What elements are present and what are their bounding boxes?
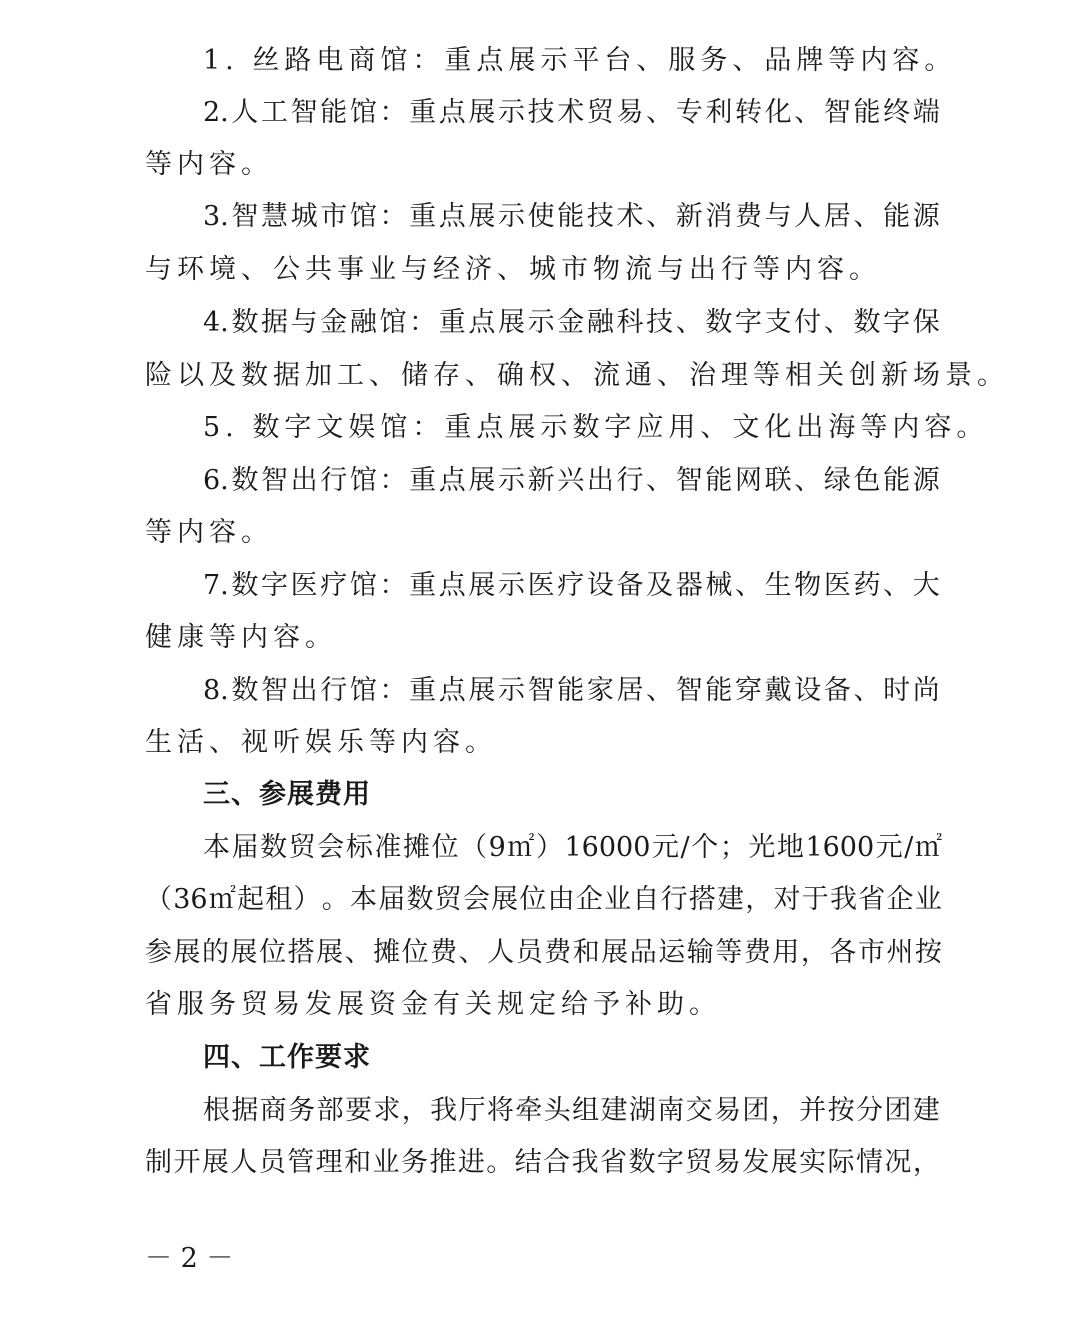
body-text-line: 8. 数 智 出 行 馆 ： 重 点 展 示 智 能 家 居 、 智 能 穿 戴 设 备 、 时 尚 [203, 675, 940, 706]
section-heading: 四、工作要求 [203, 1042, 371, 1073]
body-text-line: （ 36 ㎡ 起 租 ） 。 本 届 数 贸 会 展 位 由 企 业 自 行 搭 建 ， 对 于 我 省 企 业 [145, 884, 942, 915]
body-text-line: 省服务贸易发展资金有关规定给予补助。 [145, 989, 721, 1020]
body-text-line: 2. 人 工 智 能 馆 ： 重 点 展 示 技 术 贸 易 、 专 利 转 化 、 智 能 终 端 [203, 97, 940, 128]
body-text-line: 3. 智 慧 城 市 馆 ： 重 点 展 示 使 能 技 术 、 新 消 费 与 人 居 、 能 源 [203, 201, 940, 232]
body-text-line: 等内容。 [145, 517, 273, 548]
body-text-line: 参 展 的 展 位 搭 展 、 摊 位 费 、 人 员 费 和 展 品 运 输 等 费 用 ， 各 市 州 按 [145, 937, 942, 968]
body-text-line: 生活、视听娱乐等内容。 [145, 727, 497, 758]
body-text-line: 健康等内容。 [145, 622, 337, 653]
body-text-line: 7. 数 字 医 疗 馆 ： 重 点 展 示 医 疗 设 备 及 器 械 、 生 物 医 药 、 大 [203, 570, 940, 601]
body-text-line: 6. 数 智 出 行 馆 ： 重 点 展 示 新 兴 出 行 、 智 能 网 联 、 绿 色 能 源 [203, 465, 940, 496]
section-heading: 三、参展费用 [203, 779, 371, 810]
body-text-line: 本 届 数 贸 会 标 准 摊 位 （ 9 ㎡ ） 16000 元 / 个 ； 光 地 1600 元 / ㎡ [203, 832, 942, 863]
page-number: － 2 － [145, 1243, 234, 1274]
body-text-line: 险以及数据加工、储存、确权、流通、治理等相关创新场景。 [145, 360, 1009, 391]
body-text-line: 与环境、公共事业与经济、城市物流与出行等内容。 [145, 254, 881, 285]
body-text-line: 根 据 商 务 部 要 求 ， 我 厅 将 牵 头 组 建 湖 南 交 易 团 ， 并 按 分 团 建 [203, 1095, 940, 1126]
body-text-line: 4. 数 据 与 金 融 馆 ： 重 点 展 示 金 融 科 技 、 数 字 支 付 、 数 字 保 [203, 307, 940, 338]
body-text-line: 5. 数字文娱馆：重点展示数字应用、文化出海等内容。 [203, 412, 989, 443]
body-text-line: 等内容。 [145, 149, 273, 180]
body-text-line: 1. 丝路电商馆：重点展示平台、服务、品牌等内容。 [203, 45, 957, 76]
body-text-line: 制 开 展 人 员 管 理 和 业 务 推 进 。 结 合 我 省 数 字 贸 易 发 展 实 际 情 况 ， [145, 1147, 940, 1178]
